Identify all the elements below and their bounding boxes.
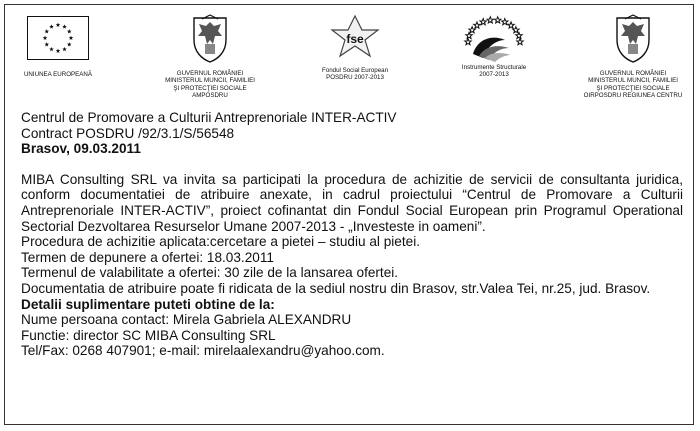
is-star-icon xyxy=(516,32,522,38)
gov-caption-1: GUVERNUL ROMÂNIEI MINISTERUL MUNCII, FAMILIEI ŞI PROTECŢIEI SOCIALE AMPOSDRU xyxy=(165,70,255,100)
is-star-icon xyxy=(465,39,471,45)
project-name: Centrul de Promovare a Culturii Antreprenoriale INTER-ACTIV xyxy=(21,110,397,125)
fse-logo xyxy=(300,14,410,82)
contact-person: Nume persoana contact: Mirela Gabriela ALEXANDRU xyxy=(21,312,352,328)
structural-instruments-icon xyxy=(459,10,529,66)
is-star-icon xyxy=(517,39,523,45)
is-star-icon xyxy=(513,27,519,33)
eu-logo xyxy=(18,16,98,78)
is-star-icon xyxy=(466,32,472,38)
is-star-icon xyxy=(480,19,486,25)
is-caption: Instrumente Structurale 2007-2013 xyxy=(461,64,527,79)
is-star-icon xyxy=(474,22,480,28)
deadline-line: Termen de depunere a ofertei: 18.03.2011 xyxy=(21,249,274,265)
is-star-icon xyxy=(494,17,500,23)
is-star-icon xyxy=(469,27,475,33)
gov-logo-amposdru xyxy=(150,14,270,100)
eu-flag-icon xyxy=(27,16,89,60)
procedure-line: Procedura de achizitie aplicata:cercetare a pietei – studiu al pietei. xyxy=(21,234,420,250)
fse-mark-text: fse xyxy=(346,32,364,46)
spacer xyxy=(21,157,683,172)
is-star-icon xyxy=(502,19,508,25)
validity-line: Termenul de valabilitate a ofertei: 30 zile de la lansarea ofertei. xyxy=(21,265,399,281)
place-date: Brasov, 09.03.2011 xyxy=(21,141,141,157)
romania-crest-icon xyxy=(188,14,232,64)
instrumente-structurale-logo xyxy=(444,10,544,79)
fse-caption: Fondul Social European POSDRU 2007-2013 xyxy=(321,67,389,82)
fse-star-icon xyxy=(325,14,385,62)
contract-number: Contract POSDRU /92/3.1/S/56548 xyxy=(21,125,235,141)
announcement-body xyxy=(21,110,683,359)
eu-caption: UNIUNEA EUROPEANĂ xyxy=(23,71,93,78)
is-star-icon xyxy=(508,22,514,28)
contact-function: Functie: director SC MIBA Consulting SRL xyxy=(21,327,276,343)
gov-logo-oirposdru xyxy=(573,14,693,100)
logo-strip xyxy=(0,0,700,105)
is-star-icon xyxy=(487,17,493,23)
romania-crest-icon xyxy=(611,14,655,64)
contact-tel-email: Tel/Fax: 0268 407901; e-mail: mirelaalexandru@yahoo.com. xyxy=(21,343,385,359)
documents-line: Documentatia de atribuire poate fi ridicata de la sediul nostru din Brasov, str.Valea Tei, nr.25, jud. Brasov. xyxy=(21,280,651,296)
gov-caption-2: GUVERNUL ROMÂNIEI MINISTERUL MUNCII, FAMILIEI ŞI PROTECŢIEI SOCIALE OIRPOSDRU REGIUNEA CENTRU xyxy=(583,70,683,100)
details-heading: Detalii suplimentare puteti obtine de la: xyxy=(21,296,275,312)
intro-paragraph: MIBA Consulting SRL va invita sa participati la procedura de achizitie de servicii de consultanta juridica, conform documentatiei de atribuire anexate, in cadrul proiectului “Centrul de Promovare a Culturii Antreprenoriale INTER-ACTIV”, proiect cofinantat din Fondul Social European prin Programul Operational Sectorial Dezvoltarea Resurselor Umane 2007-2013 - „Investeste in oameni”. xyxy=(21,171,683,234)
